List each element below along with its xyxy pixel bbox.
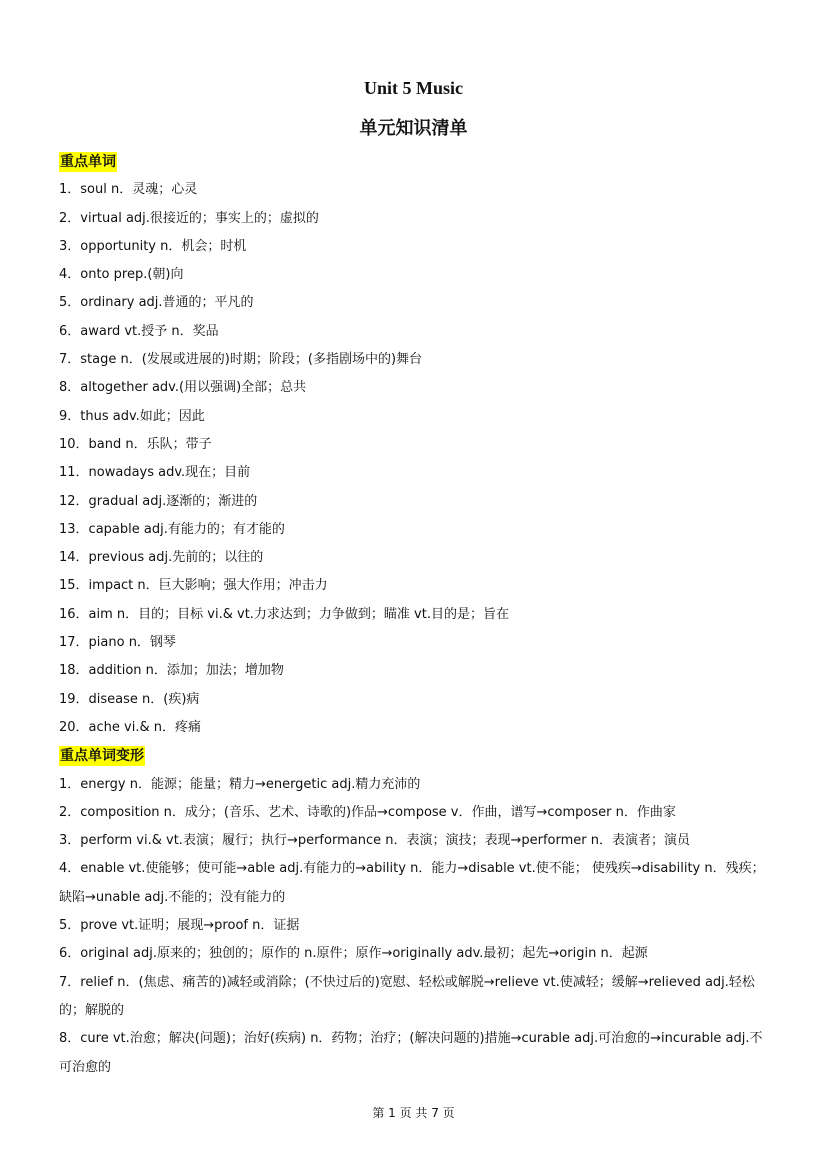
word-item: 13．capable adj.有能力的；有才能的 — [59, 521, 285, 537]
word-item: 20．ache vi.& n．疼痛 — [59, 719, 201, 735]
word-item: 18．addition n．添加；加法；增加物 — [59, 663, 284, 679]
word-item: 8．altogether adv.(用以强调)全部；总共 — [59, 380, 307, 396]
word-form-item: 1．energy n．能源；能量；精力→energetic adj.精力充沛的 — [59, 776, 421, 792]
word-item: 3．opportunity n．机会；时机 — [59, 238, 247, 254]
unit-title: Unit 5 Music — [364, 78, 463, 98]
word-item: 14．previous adj.先前的；以往的 — [59, 550, 264, 566]
word-form-item: 6．original adj.原来的；独创的；原作的 n.原件；原作→originally adv.最初；起先→origin n．起源 — [59, 946, 648, 962]
word-form-item: 8．cure vt.治愈；解决(问题)；治好(疾病) n．药物；治疗；(解决问题的)措施→curable adj.可治愈的→incurable adj.不可治愈的 — [59, 1031, 763, 1075]
word-item: 16．aim n．目的；目标 vi.& vt.力求达到；力争做到；瞄准 vt.目的是；旨在 — [59, 606, 509, 622]
section-heading-word-forms: 重点单词变形 — [60, 748, 144, 765]
word-form-item: 5．prove vt.证明；展现→proof n．证据 — [59, 918, 300, 934]
word-form-item: 7．relief n．(焦虑、痛苦的)减轻或消除；(不快过后的)宽慰、轻松或解脱→relieve vt.使减轻；缓解→relieved adj.轻松的；解脱的 — [59, 974, 755, 1018]
word-form-item: 4．enable vt.使能够；使可能→able adj.有能力的→ability n．能力→disable vt.使不能； 使残疾→disability n．残疾；缺陷→unable adj.不能的；没有能力的 — [59, 861, 765, 905]
page-number-footer: 第 1 页 共 7 页 — [372, 1106, 455, 1120]
section-heading-key-words: 重点单词 — [60, 154, 116, 171]
word-item: 19．disease n．(疾)病 — [59, 691, 200, 707]
word-item: 1．soul n．灵魂；心灵 — [59, 182, 198, 198]
document-body — [59, 148, 771, 1082]
page-title: 单元知识清单 — [359, 118, 468, 139]
word-item: 17．piano n．钢琴 — [59, 635, 176, 651]
word-item: 4．onto prep.(朝)向 — [59, 267, 184, 283]
word-item: 7．stage n．(发展或进展的)时期；阶段；(多指剧场中的)舞台 — [59, 352, 423, 368]
word-item: 2．virtual adj.很接近的；事实上的；虚拟的 — [59, 210, 319, 226]
word-item: 9．thus adv.如此；因此 — [59, 408, 205, 424]
word-form-item: 2．composition n．成分；(音乐、艺术、诗歌的)作品→compose v．作曲，谱写→composer n．作曲家 — [59, 804, 676, 820]
word-item: 15．impact n．巨大影响；强大作用；冲击力 — [59, 578, 328, 594]
word-item: 10．band n．乐队；带子 — [59, 436, 212, 452]
word-item: 12．gradual adj.逐渐的；渐进的 — [59, 493, 258, 509]
word-item: 5．ordinary adj.普通的；平凡的 — [59, 295, 254, 311]
word-item: 11．nowadays adv.现在；目前 — [59, 465, 251, 481]
word-form-item: 3．perform vi.& vt.表演；履行；执行→performance n．表演；演技；表现→performer n．表演者；演员 — [59, 833, 690, 849]
word-item: 6．award vt.授予 n．奖品 — [59, 323, 219, 339]
